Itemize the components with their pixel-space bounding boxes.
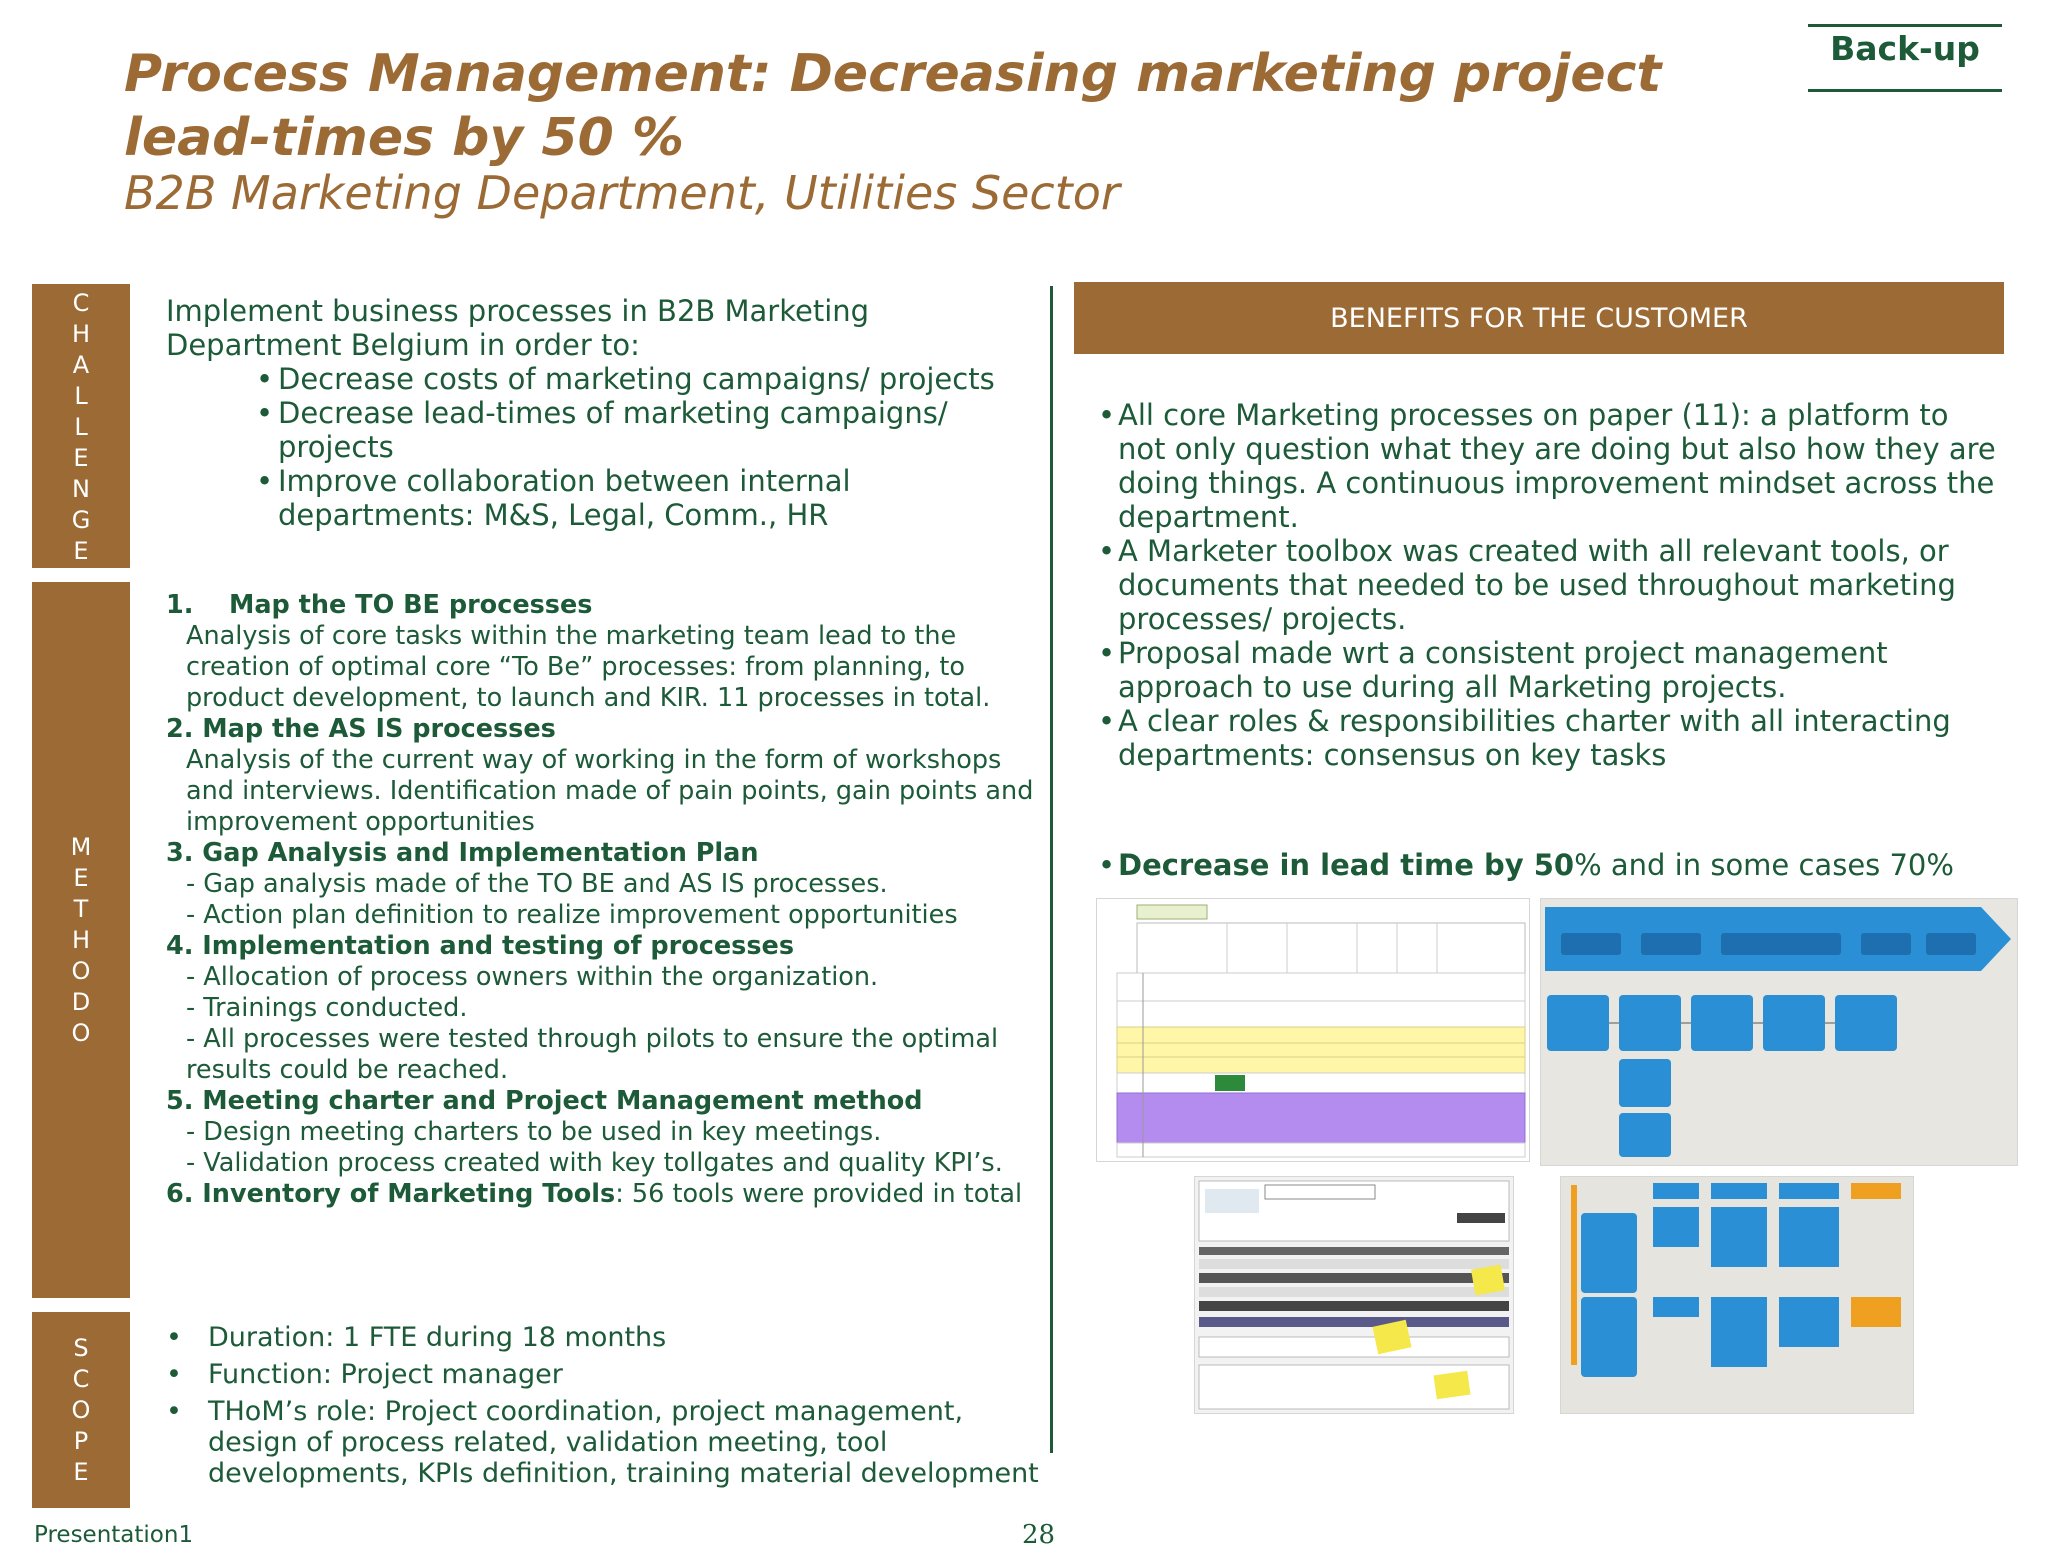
scope-bullet-text: Duration: 1 FTE during 18 months xyxy=(208,1322,667,1353)
challenge-bullet-text: Improve collaboration between internal departments: M&S, Legal, Comm., HR xyxy=(278,464,851,532)
sidebar-letter: M xyxy=(70,832,92,861)
slide-subtitle: B2B Marketing Department, Utilities Sector xyxy=(124,166,1120,220)
core-marketing-process-graphic xyxy=(1561,1177,1913,1413)
page-number: 28 xyxy=(1022,1520,1056,1550)
method-step-text: - Gap analysis made of the TO BE and AS IS processes. xyxy=(186,869,888,899)
sidebar-letter: N xyxy=(72,475,90,503)
sidebar-letter: O xyxy=(71,956,91,985)
quarterly-review-graphic xyxy=(1195,1177,1513,1413)
lead-time-bold: Decrease in lead time by 50 xyxy=(1118,848,1575,882)
sidebar-letter: P xyxy=(73,1426,89,1455)
scope-bullet-text: Function: Project manager xyxy=(208,1359,563,1390)
communication-flow-graphic xyxy=(1541,899,2017,1165)
scope-sidebar xyxy=(32,1312,130,1508)
benefit-bullet xyxy=(1098,534,2004,636)
method-step-text: - Action plan definition to realize improvement opportunities xyxy=(186,900,958,930)
sidebar-letter: E xyxy=(73,444,89,472)
bullet-icon: • xyxy=(256,464,274,498)
bullet-icon: • xyxy=(166,1396,182,1427)
bullet-icon: • xyxy=(1098,704,1116,738)
challenge-bullet xyxy=(166,396,1046,464)
backup-badge xyxy=(1808,24,2002,92)
challenge-bullet-text: Decrease costs of marketing campaigns/ projects xyxy=(278,362,995,396)
sidebar-letter: T xyxy=(73,894,89,923)
column-divider xyxy=(1050,286,1053,1453)
bullet-icon: • xyxy=(1098,848,1116,882)
method-step-text: Analysis of the current way of working in the form of workshops and interviews. Identification made of pain points, gain points and improvement opportunities xyxy=(186,745,1034,837)
challenge-sidebar xyxy=(32,284,130,568)
scope-bullet xyxy=(166,1322,1046,1353)
sidebar-letter: S xyxy=(73,1333,89,1362)
method-step-text: - Design meeting charters to be used in key meetings. xyxy=(186,1117,882,1147)
sidebar-letter: D xyxy=(71,987,91,1016)
method-step-heading: 5. Meeting charter and Project Management method xyxy=(166,1086,923,1116)
quarterly-review-thumbnail xyxy=(1194,1176,1514,1414)
benefit-bullet xyxy=(1098,636,2004,704)
sidebar-letter: E xyxy=(73,537,89,565)
sidebar-letter: L xyxy=(74,382,88,410)
method-step-heading: 1. Map the TO BE processes xyxy=(166,590,593,620)
challenge-bullet xyxy=(166,362,1046,396)
benefits-heading: BENEFITS FOR THE CUSTOMER xyxy=(1074,282,2004,354)
scope-bullet-text: THoM’s role: Project coordination, project management, design of process related, validation meeting, tool developments, KPIs definition, training material development xyxy=(208,1396,1039,1489)
method-step-text: - All processes were tested through pilots to ensure the optimal results could be reached. xyxy=(186,1024,999,1085)
bullet-icon: • xyxy=(166,1359,182,1390)
sidebar-letter: H xyxy=(71,925,91,954)
benefit-text: All core Marketing processes on paper (11): a platform to not only question what they are doing but also how they are doing things. A continuous improvement mindset across the department. xyxy=(1118,398,1996,534)
challenge-section xyxy=(166,294,1046,532)
lead-time-highlight xyxy=(1098,848,2004,882)
bullet-icon: • xyxy=(166,1322,182,1353)
method-step-text: : 56 tools were provided in total xyxy=(615,1179,1023,1209)
lead-time-rest: % and in some cases 70% xyxy=(1574,848,1954,882)
benefit-text: A clear roles & responsibilities charter with all interacting departments: consensus on key tasks xyxy=(1118,704,1951,772)
challenge-bullet xyxy=(166,464,1046,532)
method-step-6 xyxy=(166,1179,1046,1210)
bullet-icon: • xyxy=(1098,398,1116,432)
benefits-list xyxy=(1098,398,2004,772)
method-step-text: - Allocation of process owners within the organization. xyxy=(186,962,879,992)
sidebar-letter: O xyxy=(71,1395,91,1424)
sidebar-letter: G xyxy=(71,506,91,534)
method-step-heading: 4. Implementation and testing of processes xyxy=(166,931,794,961)
sidebar-letter: A xyxy=(72,351,90,379)
challenge-intro: Implement business processes in B2B Marketing Department Belgium in order to: xyxy=(166,294,870,362)
challenge-bullet-text: Decrease lead-times of marketing campaigns/ projects xyxy=(278,396,948,464)
process-table-thumbnail xyxy=(1096,898,1530,1162)
method-sidebar xyxy=(32,582,130,1298)
scope-bullet xyxy=(166,1396,1046,1489)
benefit-bullet xyxy=(1098,704,2004,772)
scope-bullet xyxy=(166,1359,1046,1390)
communication-flow-thumbnail xyxy=(1540,898,2018,1166)
bullet-icon: • xyxy=(1098,534,1116,568)
process-table-graphic xyxy=(1097,899,1529,1161)
sidebar-letter: C xyxy=(72,289,90,317)
bullet-icon: • xyxy=(1098,636,1116,670)
backup-badge-label: Back-up xyxy=(1830,29,1980,68)
bullet-icon: • xyxy=(256,396,274,430)
method-step-heading: 3. Gap Analysis and Implementation Plan xyxy=(166,838,759,868)
bullet-icon: • xyxy=(256,362,274,396)
benefit-text: A Marketer toolbox was created with all relevant tools, or documents that needed to be used throughout marketing processes/ projects. xyxy=(1118,534,1956,636)
method-step-heading: 6. Inventory of Marketing Tools xyxy=(166,1179,616,1209)
benefit-text: Proposal made wrt a consistent project management approach to use during all Marketing projects. xyxy=(1118,636,1888,704)
sidebar-letter: E xyxy=(73,863,89,892)
sidebar-letter: O xyxy=(71,1018,91,1047)
slide-title: Process Management: Decreasing marketing project lead-times by 50 % xyxy=(124,44,1662,168)
method-section xyxy=(166,590,1046,1210)
benefit-bullet xyxy=(1098,398,2004,534)
sidebar-letter: C xyxy=(72,1364,90,1393)
method-step-text: - Trainings conducted. xyxy=(186,993,468,1023)
sidebar-letter: L xyxy=(74,413,88,441)
core-marketing-process-thumbnail xyxy=(1560,1176,1914,1414)
method-step-text: Analysis of core tasks within the marketing team lead to the creation of optimal core “To Be” processes: from planning, to product development, to launch and KIR. 11 processes in total. xyxy=(186,621,991,713)
sidebar-letter: E xyxy=(73,1457,89,1486)
method-step-text: - Validation process created with key tollgates and quality KPI’s. xyxy=(186,1148,1003,1178)
sidebar-letter: H xyxy=(71,320,91,348)
method-step-heading: 2. Map the AS IS processes xyxy=(166,714,556,744)
scope-section xyxy=(166,1322,1046,1495)
footer-filename: Presentation1 xyxy=(34,1522,194,1548)
